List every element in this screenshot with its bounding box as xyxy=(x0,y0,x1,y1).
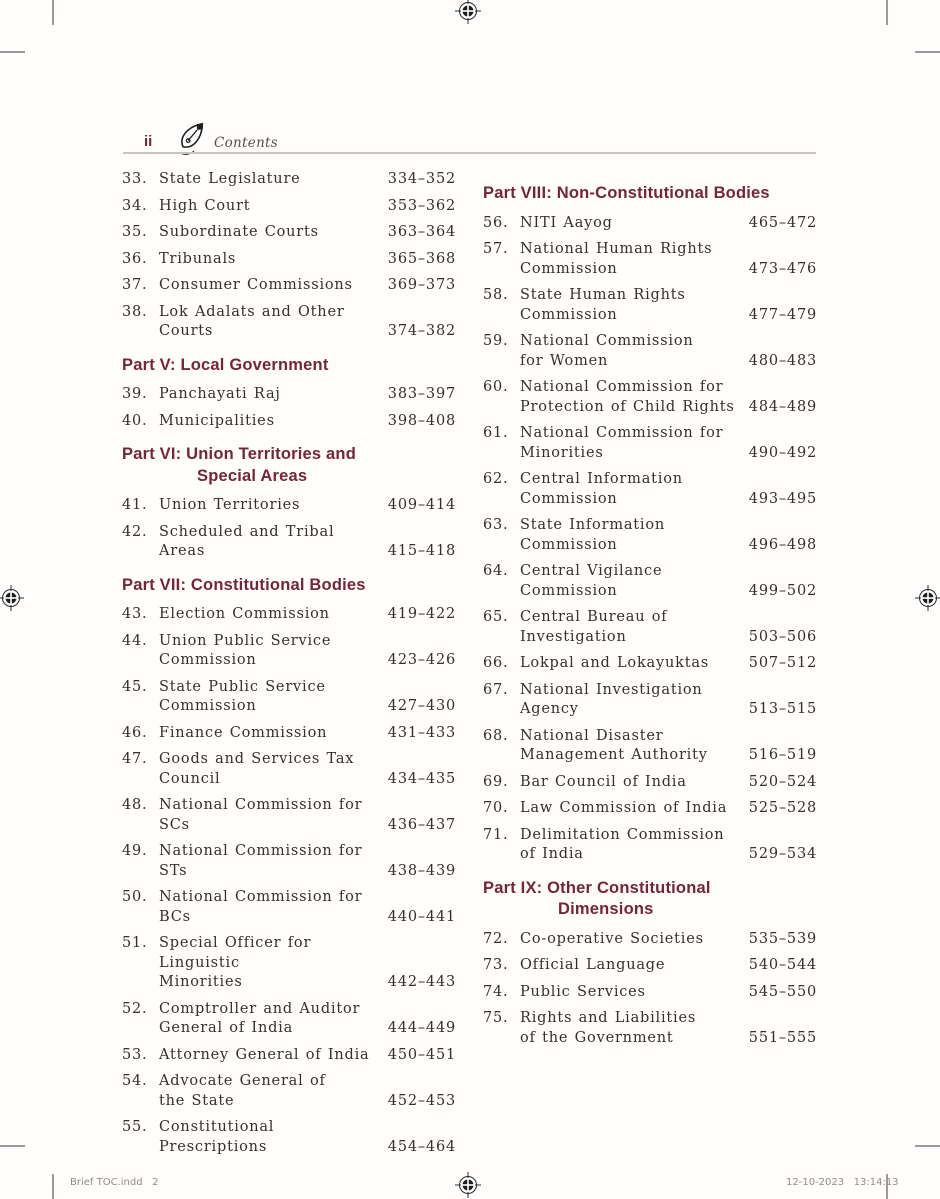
entry-number: 60. xyxy=(483,379,509,395)
entry-page-range: 529–534 xyxy=(748,846,817,862)
entry-title-line: Commission xyxy=(520,536,618,553)
entry-title xyxy=(520,424,747,463)
toc-entry xyxy=(483,424,817,463)
part-heading-line: Part VII: Constitutional Bodies xyxy=(122,575,366,594)
toc-column-right xyxy=(483,170,817,1055)
entry-page-range: 383–397 xyxy=(387,386,456,402)
footer-timestamp: 12-10-2023 13:14:13 xyxy=(786,1177,899,1188)
entry-title xyxy=(520,378,747,417)
entry-title-line: Comptroller and Auditor xyxy=(159,1000,361,1017)
toc-entry xyxy=(122,1072,456,1111)
entry-title xyxy=(159,724,386,744)
toc-entry xyxy=(122,632,456,671)
entry-title xyxy=(159,1118,386,1157)
entry-title xyxy=(520,562,747,601)
entry-page-range: 423–426 xyxy=(387,652,456,668)
entry-number: 37. xyxy=(122,277,148,293)
toc-entry xyxy=(483,378,817,417)
toc-entry xyxy=(483,930,817,950)
entry-title-line: State Public Service xyxy=(159,678,326,695)
entry-title xyxy=(159,750,386,789)
entry-title xyxy=(520,654,747,674)
entry-number: 48. xyxy=(122,797,148,813)
toc-entry xyxy=(122,1118,456,1157)
entry-title xyxy=(159,1000,386,1039)
crop-mark xyxy=(886,0,888,25)
entry-title-line: National Human Rights xyxy=(520,241,713,257)
entry-number: 38. xyxy=(122,303,148,320)
entry-number: 56. xyxy=(483,214,509,231)
entry-page-range: 452–453 xyxy=(387,1092,456,1109)
entry-title-line: Special Officer for Linguistic xyxy=(159,935,312,971)
toc-entry xyxy=(483,654,817,674)
entry-title xyxy=(159,796,386,835)
entry-title-line: Management Authority xyxy=(520,747,708,763)
toc-entry xyxy=(483,773,817,793)
toc-entry xyxy=(122,678,456,717)
entry-page-range: 499–502 xyxy=(748,582,817,599)
entry-number: 62. xyxy=(483,471,509,487)
part-heading xyxy=(122,355,456,377)
toc-entry xyxy=(122,250,456,270)
entry-title xyxy=(159,276,386,296)
toc-entry xyxy=(122,796,456,835)
header-rule xyxy=(123,152,816,154)
entry-page-range: 490–492 xyxy=(748,444,817,461)
toc-entry xyxy=(483,562,817,601)
entry-page-range: 540–544 xyxy=(748,957,817,973)
toc-entry xyxy=(122,934,456,993)
entry-title-line: Commission xyxy=(520,260,618,277)
entry-title-line: Commission xyxy=(520,582,618,599)
pen-nib-icon xyxy=(170,116,214,156)
crop-mark xyxy=(915,51,940,53)
toc-entry xyxy=(122,496,456,516)
toc-entry xyxy=(483,214,817,234)
entry-title-line: Central Bureau of xyxy=(520,609,668,625)
toc-entry xyxy=(122,385,456,405)
entry-title-line: National Commission for SCs xyxy=(159,797,363,833)
part-heading-line: Part V: Local Government xyxy=(122,355,329,374)
entry-title-line: Panchayati Raj xyxy=(159,386,281,402)
entry-title-line: State Legislature xyxy=(159,171,301,187)
entry-title-line: Commission xyxy=(159,698,257,714)
crop-mark xyxy=(0,1145,25,1147)
entry-title-line: Official Language xyxy=(520,957,666,973)
entry-title-line: the State xyxy=(159,1092,235,1109)
entry-page-range: 369–373 xyxy=(387,277,456,293)
entry-page-range: 535–539 xyxy=(748,930,817,947)
entry-number: 55. xyxy=(122,1119,148,1135)
entry-title-line: for Women xyxy=(520,352,609,369)
entry-title xyxy=(159,888,386,927)
entry-number: 52. xyxy=(122,1000,148,1017)
entry-title-line: Union Territories xyxy=(159,497,301,513)
entry-number: 34. xyxy=(122,197,148,214)
entry-title-line: Union Public Service xyxy=(159,632,332,649)
footer-filename: Brief TOC.indd 2 xyxy=(70,1177,159,1188)
entry-title-line: Consumer Commissions xyxy=(159,277,353,293)
entry-page-range: 473–476 xyxy=(748,260,817,277)
entry-number: 70. xyxy=(483,800,509,816)
entry-title-line: Bar Council of India xyxy=(520,773,687,790)
toc-entry xyxy=(483,727,817,766)
entry-title-line: of the Government xyxy=(520,1029,674,1046)
entry-number: 63. xyxy=(483,517,509,533)
entry-number: 54. xyxy=(122,1073,148,1089)
entry-title-line: Commission xyxy=(159,652,257,668)
entry-page-range: 516–519 xyxy=(748,747,817,763)
entry-number: 73. xyxy=(483,957,509,973)
entry-title xyxy=(520,956,747,976)
toc-entry xyxy=(483,240,817,279)
entry-title-line: High Court xyxy=(159,197,251,214)
entry-page-range: 450–451 xyxy=(387,1046,456,1063)
entry-title xyxy=(159,1046,386,1066)
entry-page-range: 465–472 xyxy=(748,214,817,231)
entry-page-range: 431–433 xyxy=(387,724,456,741)
entry-title-line: National Commission xyxy=(520,333,694,349)
entry-title xyxy=(520,930,747,950)
part-heading-line: Part VI: Union Territories and xyxy=(122,445,356,463)
crop-mark xyxy=(52,1174,54,1199)
entry-title xyxy=(520,773,747,793)
toc-entry xyxy=(483,983,817,1003)
toc-entry xyxy=(122,1000,456,1039)
entry-page-range: 365–368 xyxy=(387,250,456,267)
entry-number: 75. xyxy=(483,1010,509,1026)
entry-number: 44. xyxy=(122,632,148,649)
entry-page-range: 436–437 xyxy=(387,816,456,833)
entry-page-range: 545–550 xyxy=(748,983,817,1000)
toc-entry xyxy=(122,197,456,217)
entry-number: 58. xyxy=(483,287,509,303)
part-heading xyxy=(483,878,817,921)
entry-title xyxy=(159,496,386,516)
part-heading-line: Special Areas xyxy=(197,466,308,485)
entry-number: 46. xyxy=(122,724,148,741)
part-heading-line: Part IX: Other Constitutional xyxy=(483,878,711,897)
entry-title-line: National Investigation Agency xyxy=(520,681,703,717)
entry-title xyxy=(159,197,386,217)
entry-title-line: National Commission for xyxy=(520,379,724,395)
toc-entry xyxy=(483,608,817,647)
entry-title xyxy=(159,1072,386,1111)
entry-title-line: Municipalities xyxy=(159,412,275,429)
part-heading-line: Part VIII: Non-Constitutional Bodies xyxy=(483,184,770,202)
entry-number: 49. xyxy=(122,843,148,859)
entry-title-line: Attorney General of India xyxy=(159,1046,370,1063)
toc-entry xyxy=(483,470,817,509)
crop-mark xyxy=(52,0,54,25)
crop-mark xyxy=(0,51,25,53)
entry-number: 40. xyxy=(122,412,148,429)
entry-title xyxy=(520,470,747,509)
entry-number: 69. xyxy=(483,773,509,790)
entry-title-line: Council xyxy=(159,770,221,787)
entry-title-line: Tribunals xyxy=(159,250,237,267)
entry-title xyxy=(159,678,386,717)
entry-title-line: Goods and Services Tax xyxy=(159,751,355,767)
entry-title xyxy=(520,214,747,234)
entry-page-range: 493–495 xyxy=(748,490,817,507)
entry-page-range: 477–479 xyxy=(748,306,817,323)
entry-title-line: Lok Adalats and Other Courts xyxy=(159,303,345,339)
entry-number: 33. xyxy=(122,171,148,187)
entry-page-range: 409–414 xyxy=(387,497,456,513)
entry-page-range: 353–362 xyxy=(387,197,456,214)
toc-entry xyxy=(122,523,456,562)
entry-page-range: 415–418 xyxy=(387,543,456,559)
entry-number: 71. xyxy=(483,826,509,843)
entry-page-range: 374–382 xyxy=(387,323,456,339)
page-number: ii xyxy=(144,133,153,150)
entry-title xyxy=(520,608,747,647)
toc-entry xyxy=(122,412,456,432)
contents-title: Contents xyxy=(214,135,279,151)
entry-page-range: 551–555 xyxy=(748,1029,817,1046)
entry-title-line: Public Services xyxy=(520,983,646,1000)
entry-number: 36. xyxy=(122,250,148,267)
entry-number: 61. xyxy=(483,425,509,441)
entry-title xyxy=(159,170,386,190)
part-heading-line: Dimensions xyxy=(558,900,654,918)
entry-title-line: National Commission for xyxy=(520,425,724,441)
entry-title-line: Scheduled and Tribal Areas xyxy=(159,523,335,559)
toc-entry xyxy=(483,799,817,819)
entry-title-line: National Commission for BCs xyxy=(159,889,363,925)
entry-title-line: Co-operative Societies xyxy=(520,930,704,947)
entry-number: 51. xyxy=(122,935,148,951)
toc-entry xyxy=(483,332,817,371)
entry-page-range: 363–364 xyxy=(387,224,456,240)
entry-title-line: Commission xyxy=(520,490,618,507)
entry-title-line: Central Information xyxy=(520,471,683,487)
entry-page-range: 496–498 xyxy=(748,536,817,553)
entry-title-line: Law Commission of India xyxy=(520,800,728,816)
entry-number: 45. xyxy=(122,678,148,695)
entry-number: 64. xyxy=(483,563,509,579)
entry-title-line: Delimitation Commission xyxy=(520,826,725,843)
entry-page-range: 434–435 xyxy=(387,770,456,787)
toc-entry xyxy=(483,516,817,555)
toc-entry xyxy=(122,842,456,881)
registration-mark-icon xyxy=(0,585,24,611)
entry-page-range: 438–439 xyxy=(387,862,456,879)
registration-mark-icon xyxy=(915,585,940,611)
entry-title xyxy=(159,523,386,562)
toc-entry xyxy=(122,276,456,296)
registration-mark-icon xyxy=(455,1172,481,1198)
entry-title-line: Finance Commission xyxy=(159,724,328,741)
entry-number: 50. xyxy=(122,889,148,905)
entry-title xyxy=(520,516,747,555)
entry-number: 39. xyxy=(122,386,148,402)
toc-entry xyxy=(122,170,456,190)
entry-title xyxy=(159,223,386,243)
entry-title-line: National Commission for STs xyxy=(159,843,363,879)
entry-title-line: Central Vigilance xyxy=(520,563,663,579)
crop-mark xyxy=(915,1145,940,1147)
entry-title-line: National Disaster xyxy=(520,727,664,744)
entry-title xyxy=(520,983,747,1003)
part-heading xyxy=(122,444,456,487)
entry-title-line: NITI Aayog xyxy=(520,214,613,231)
entry-page-range: 454–464 xyxy=(387,1138,456,1155)
entry-title-line: Advocate General of xyxy=(159,1073,326,1089)
entry-title xyxy=(520,826,747,865)
entry-title-line: Minorities xyxy=(520,444,604,461)
entry-number: 67. xyxy=(483,681,509,698)
entry-title-line: Constitutional Prescriptions xyxy=(159,1119,275,1155)
toc-entry xyxy=(483,286,817,325)
part-heading xyxy=(122,575,456,597)
entry-title-line: State Information xyxy=(520,517,666,533)
entry-title xyxy=(159,842,386,881)
entry-title-line: Rights and Liabilities xyxy=(520,1010,697,1026)
entry-page-range: 520–524 xyxy=(748,773,817,790)
entry-page-range: 442–443 xyxy=(387,974,456,990)
entry-number: 35. xyxy=(122,224,148,240)
entry-number: 53. xyxy=(122,1046,148,1063)
entry-title xyxy=(159,412,386,432)
entry-title xyxy=(520,727,747,766)
entry-title-line: of India xyxy=(520,846,584,862)
entry-title xyxy=(159,934,386,993)
toc-entry xyxy=(122,223,456,243)
entry-page-range: 503–506 xyxy=(748,628,817,645)
toc-entry xyxy=(483,1009,817,1048)
entry-title-line: Investigation xyxy=(520,628,627,645)
entry-title xyxy=(159,250,386,270)
entry-title-line: Lokpal and Lokayuktas xyxy=(520,655,710,671)
entry-title xyxy=(520,332,747,371)
entry-number: 57. xyxy=(483,241,509,257)
entry-page-range: 480–483 xyxy=(748,352,817,369)
entry-page-range: 513–515 xyxy=(748,701,817,717)
entry-page-range: 444–449 xyxy=(387,1020,456,1036)
entry-number: 68. xyxy=(483,727,509,744)
entry-number: 41. xyxy=(122,497,148,513)
entry-title-line: Commission xyxy=(520,306,618,323)
entry-number: 42. xyxy=(122,523,148,540)
entry-page-range: 507–512 xyxy=(748,655,817,671)
entry-title-line: Protection of Child Rights xyxy=(520,398,735,415)
entry-page-range: 334–352 xyxy=(387,171,456,187)
entry-page-range: 398–408 xyxy=(387,412,456,429)
entry-page-range: 525–528 xyxy=(748,800,817,816)
entry-title xyxy=(520,240,747,279)
entry-number: 66. xyxy=(483,655,509,671)
entry-title-line: Election Commission xyxy=(159,606,330,622)
entry-title-line: Subordinate Courts xyxy=(159,224,319,240)
part-heading xyxy=(483,183,817,205)
toc-entry xyxy=(122,750,456,789)
entry-page-range: 484–489 xyxy=(748,398,817,415)
entry-number: 59. xyxy=(483,333,509,349)
toc-entry xyxy=(122,605,456,625)
entry-page-range: 440–441 xyxy=(387,908,456,925)
entry-title-line: State Human Rights xyxy=(520,287,686,303)
entry-number: 74. xyxy=(483,983,509,1000)
toc-entry xyxy=(122,303,456,342)
entry-title xyxy=(520,799,747,819)
entry-title xyxy=(520,1009,747,1048)
entry-page-range: 419–422 xyxy=(387,606,456,622)
entry-page-range: 427–430 xyxy=(387,698,456,714)
entry-number: 65. xyxy=(483,609,509,625)
entry-title xyxy=(159,605,386,625)
entry-number: 43. xyxy=(122,606,148,622)
entry-title xyxy=(159,385,386,405)
registration-mark-icon xyxy=(455,0,481,24)
toc-entry xyxy=(483,681,817,720)
entry-title xyxy=(520,286,747,325)
entry-title-line: Minorities xyxy=(159,974,243,990)
entry-number: 72. xyxy=(483,930,509,947)
toc-entry xyxy=(483,826,817,865)
entry-title-line: General of India xyxy=(159,1020,294,1036)
entry-title xyxy=(159,632,386,671)
entry-title xyxy=(159,303,386,342)
toc-entry xyxy=(122,1046,456,1066)
toc-entry xyxy=(122,888,456,927)
entry-number: 47. xyxy=(122,751,148,767)
entry-title xyxy=(520,681,747,720)
toc-entry xyxy=(122,724,456,744)
toc-column-left xyxy=(122,170,456,1164)
toc-entry xyxy=(483,956,817,976)
